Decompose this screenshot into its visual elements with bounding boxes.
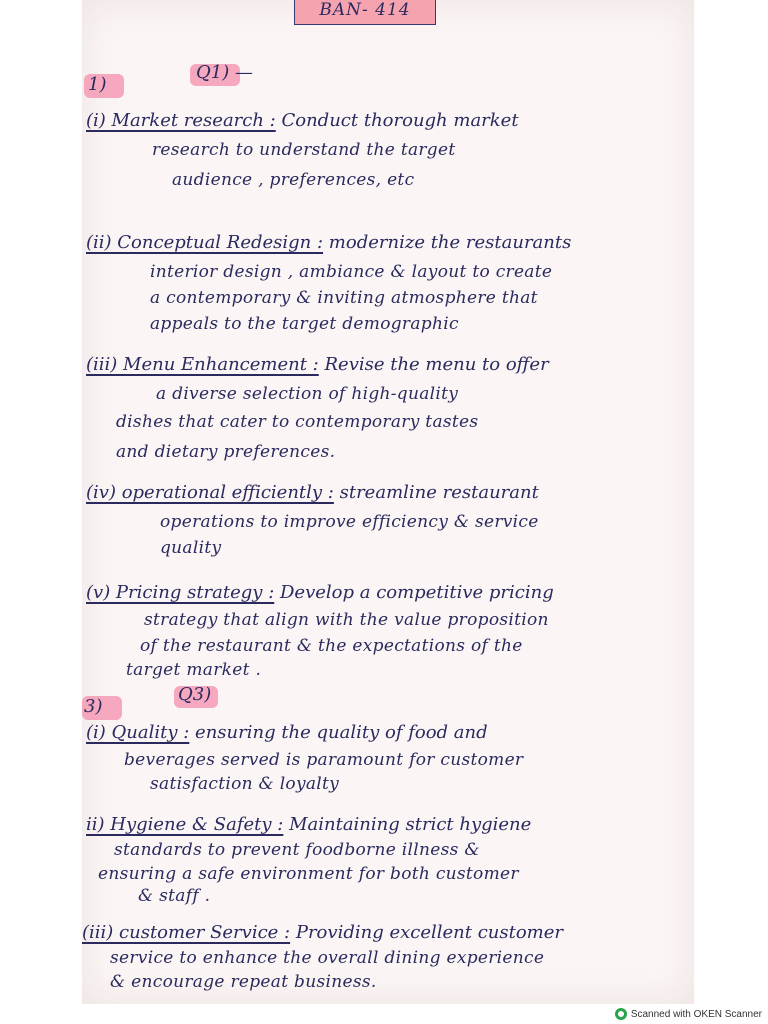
item-text: quality [160,538,222,558]
item-term: (i) Market research : [86,110,276,131]
scanner-footer-text: Scanned with OKEN Scanner [630,1008,762,1020]
item-text: and dietary preferences. [116,442,336,462]
item-term: (ii) Conceptual Redesign : [86,232,324,253]
item-text: a contemporary & inviting atmosphere that [150,288,538,308]
question-label: Q1) — [196,62,253,83]
item-heading [82,922,563,943]
item-text: dishes that cater to contemporary tastes [116,412,479,432]
item-term: ii) Hygiene & Safety : [86,814,284,835]
item-heading [86,232,571,253]
item-term: (i) Quality : [86,722,190,743]
notebook-page [82,0,694,1004]
item-text: Conduct thorough market [281,110,519,131]
item-text: satisfaction & loyalty [150,774,340,794]
item-text: research to understand the target [152,140,456,160]
item-heading [86,110,519,131]
item-heading [86,582,554,603]
item-text: interior design , ambiance & layout to create [150,262,553,282]
item-text: beverages served is paramount for customer [124,750,524,770]
question-label: Q3) [178,684,212,705]
item-text: Providing excellent customer [295,922,563,943]
item-text: Maintaining strict hygiene [289,814,532,835]
item-text: ensuring the quality of food and [195,722,488,743]
item-text: service to enhance the overall dining experience [110,948,545,968]
item-heading [86,722,488,743]
item-text: of the restaurant & the expectations of the [140,636,523,656]
item-text: & staff . [138,886,211,906]
page-header: BAN- 414 [294,0,436,25]
item-text: audience , preferences, etc [172,170,415,190]
item-text: Revise the menu to offer [324,354,549,375]
item-term: (iii) customer Service : [82,922,291,943]
item-text: operations to improve efficiency & service [160,512,539,532]
scanner-logo-icon [615,1008,627,1020]
item-text: ensuring a safe environment for both customer [98,864,519,884]
item-text: appeals to the target demographic [150,314,459,334]
scanner-footer [615,1008,762,1020]
item-heading [86,814,531,835]
item-text: strategy that align with the value proposition [144,610,549,630]
item-heading [86,482,539,503]
item-text: & encourage repeat business. [110,972,377,992]
section-number: 1) [88,74,107,95]
section-number: 3) [84,696,103,717]
item-text: modernize the restaurants [328,232,572,253]
item-text: streamline restaurant [339,482,539,503]
item-term: (iii) Menu Enhancement : [86,354,319,375]
item-text: target market . [126,660,262,680]
item-term: (v) Pricing strategy : [86,582,275,603]
item-text: standards to prevent foodborne illness & [114,840,480,860]
item-heading [86,354,549,375]
item-term: (iv) operational efficiently : [86,482,334,503]
item-text: Develop a competitive pricing [280,582,554,603]
item-text: a diverse selection of high-quality [156,384,459,404]
